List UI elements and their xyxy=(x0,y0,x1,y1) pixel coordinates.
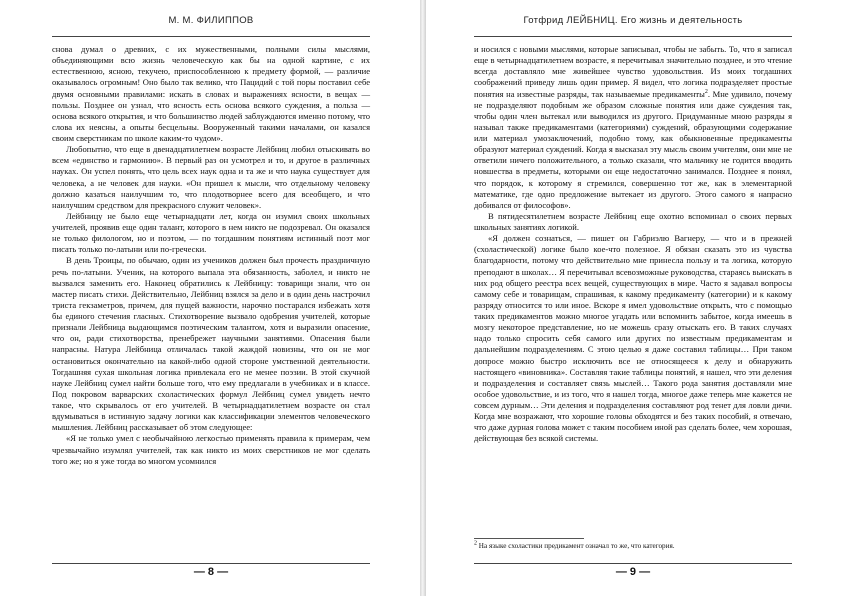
paragraph-text: Мне удивило, почему не подразделяют подобным же образом сложные понятия или даже суждения так, чтобы один член вытекал или выводился из другого. Придуманные мною разряды я называл также предикаментами (категориями) суждений, образующими содержание или материал умозаключений, подобно тому, как обыкновенные предикаменты образуют материал суждений. Когда я высказал эту мысль своим учителям, они мне не ответили ничего положительного, а только сказали, что мальчику не годится вводить новшества в предметы, которыми он еще недостаточно занимался. Позднее я понял, что порядок, к которому я стремился, совершенно тот же, как в элементарной математике, где одно предложение вытекает из другого. Этого самого я напрасно добивался от философов». xyxy=(474,88,793,210)
right-page-body xyxy=(474,44,792,445)
paragraph: и носился с новыми мыслями, которые записывал, чтобы не забыть. То, что я записал еще в четырнадцатилетнем возрасте, я перечитывал значительно позднее, и это чтение всегда доставляло мне живейшее чувство удовольствия. Из моих тогдашних соображений приведу лишь один пример. Я видел, что логика подразделяет простые понятия на известные разряды, так называемые предикаменты$^2$. Мне удивило, почему не подразделяют подобным же образом сложные понятия или даже суждения так, чтобы один член вытекал или выводился из другого. Придуманные мною разряды я называл также предикаментами (категориями) суждений, образующими содержание или материал умозаключений, подобно тому, как обыкновенные предикаменты образуют материал суждений. Когда я высказал эту мысль своим учителям, они мне не ответили ничего положительного, а только сказали, что мальчику не годится вводить новшества в предметы, которыми он еще недостаточно занимался. Позднее я понял, что порядок, к которому я стремился, совершенно тот же, как в элементарной математике, где одно предложение вытекает из другого. Этого самого я напрасно добивался от философов». xyxy=(474,44,793,210)
footnote-marker: 2 xyxy=(704,88,708,95)
running-header-right: Готфрид ЛЕЙБНИЦ. Его жизнь и деятельность xyxy=(523,15,743,26)
paragraph-text: и носился с новыми мыслями, которые записывал, чтобы не забыть. То, что я записал еще в четырнадцатилетнем возрасте, я перечитывал значительно позднее, и это чтение всегда доставляло мне живейшее чувство удовольствия. Из моих тогдашних соображений приведу лишь один пример. Я видел, что логика подразделяет простые понятия на известные разряды, так называемые предикаменты xyxy=(474,44,792,99)
header-rule-right xyxy=(474,36,792,37)
paragraph: В пятидесятилетнем возрасте Лейбниц еще охотно вспоминал о своих первых школьных занятиях логикой. xyxy=(474,210,792,232)
paragraph: «Я не только умел с необычайною легкостью применять правила к примерам, чем чрезвычайно изумлял учителей, так как никто из моих сверстников не мог сделать того же; но я уже тогда во многом усомнился xyxy=(52,433,370,466)
paragraph: снова думал о древних, с их мужественными, полными силы мыслями, объединяющими всю жизнь человеческую как бы на одной картине, с их естественною, ясною, текучею, приспособленною к предмету формой, — различие оказывалось огромным! Оно было так велико, что Пацидий с той поры поставил себе двумя основными правилами: искать в словах и выражениях ясности, в вещах — пользы. Позднее он узнал, что ясность есть основа всякого суждения, а польза — основа всякого открытия, и что большинство людей заблуждаются именно потому, что слова их неясны, а опыты бесцельны. Вооруженный такими началами, он казался своим сверстникам по школе каким-то чудом». xyxy=(52,44,370,143)
paragraph: Лейбницу не было еще четырнадцати лет, когда он изумил своих школьных учителей, проявив еще один талант, которого в нем никто не подозревал. Он оказался не только филологом, но и поэтом, — по тогдашним понятиям истинный поэт мог писать только по-латыни или по-гречески. xyxy=(52,210,370,255)
page-number-left: — 8 — xyxy=(193,566,229,578)
page-number-right: — 9 — xyxy=(615,566,651,578)
left-page-body xyxy=(52,44,370,467)
header-rule-left xyxy=(52,36,370,37)
footer-rule-left xyxy=(52,563,370,564)
footnote-number: 2 xyxy=(474,540,477,547)
right-page xyxy=(426,0,846,596)
paragraph: Любопытно, что еще в двенадцатилетнем возрасте Лейбниц любил отыскивать во всем «единство и гармонию». В первый раз он усмотрел и то, и другое в различных науках. Он успел понять, что цель всех наук одна и та же и что наука существует для человека, а не человек для науки. «Он пришел к мысли, что отдельному человеку должно казаться наилучшим то, что плодотворнее всего для всеобщего, и что наилучшим средством для прекрасного служит человек». xyxy=(52,144,370,210)
footnote-rule xyxy=(474,538,584,539)
paragraph: В день Троицы, по обычаю, один из учеников должен был прочесть праздничную речь по-латыни. Ученик, на которого выпала эта обязанность, заболел, и никто не вызвался заменить его. Наконец обратились к Лейбницу: товарищи знали, что он мастер писать стихи. Действительно, Лейбниц взялся за дело и в один день настрочил триста гекзаметров, причем, для пущей важности, нарочно постарался избежать хотя бы единого стечения гласных. Стихотворение вызвало одобрения учителей, которые признали Лейбница выдающимся поэтическим талантом, хотя и выразили опасение, что он, ради стихотворства, пренебрежет научными занятиями. Опасения были напрасны. Натура Лейбница отличалась такой жаждой новизны, что он не мог остановиться окончательно на какой-либо одной стороне умственной деятельности. Тогдашняя сухая школьная логика привлекала его не менее поэзии. В этой скучной науке Лейбниц сумел найти больше того, что ему предлагали в учебниках и в классе. Под покровом варварских схоластических формул Лейбниц сумел увидеть нечто такое, что скрывалось от его учителей. В четырнадцатилетнем возрасте он стал вдумываться в истинную задачу логики как классификации элементов человеческого мышления. Лейбниц рассказывает об этом следующее: xyxy=(52,255,370,433)
left-page xyxy=(0,0,420,596)
paragraph: «Я должен сознаться, — пишет он Габриэлю Вагнеру, — что и в прежней (схоластической) логике было кое-что полезное. Я обязан сказать это из чувства благодарности, потому что действительно мне принесла пользу и та логика, которую преподают в школах… Я перечитывал всевозможные руководства, стараясь выискать в них род общего реестра всех вещей, существующих в мире. Часто я задавал вопросы самому себе и товарищам, спрашивая, к какому предикаменту (категории) и к какому разряду относится то или иное. Вскоре я имел удовольствие открыть, что с помощью таких предикаментов можно многое угадать или вспомнить забытое, когда имеешь в мозгу некоторое представление, но не можешь сразу отыскать его. В таких случаях надо только спросить себя самого или других по известным предикаментам и дальнейшим подразделениям. С этою целью я даже составил таблицы… При таком допросе можно быстро исключить все не относящееся к делу и обнаружить настоящего «виновника». Составляя такие таблицы понятий, я нашел, что эти деления и подразделения и составляет связь мыслей… Такого рода занятия доставляли мне особое удовольствие, и из того, что я нашел тогда, многое даже теперь мне кажется не совсем дурным… Эти деления и подразделения составляют род тенет для ловли дичи. Когда мне возражают, что хорошие головы обходятся и без таких пособий, я отвечаю, что даже дурная голова может с таким пособием иной раз сделать более, чем хорошая, действующая без всякой системы. xyxy=(474,233,792,444)
running-header-left: М. М. ФИЛИППОВ xyxy=(168,15,254,26)
footnote xyxy=(474,542,792,551)
footnote-text: На языке схоластики предикамент означал то же, что категория. xyxy=(478,542,675,550)
footer-rule-right xyxy=(474,563,792,564)
